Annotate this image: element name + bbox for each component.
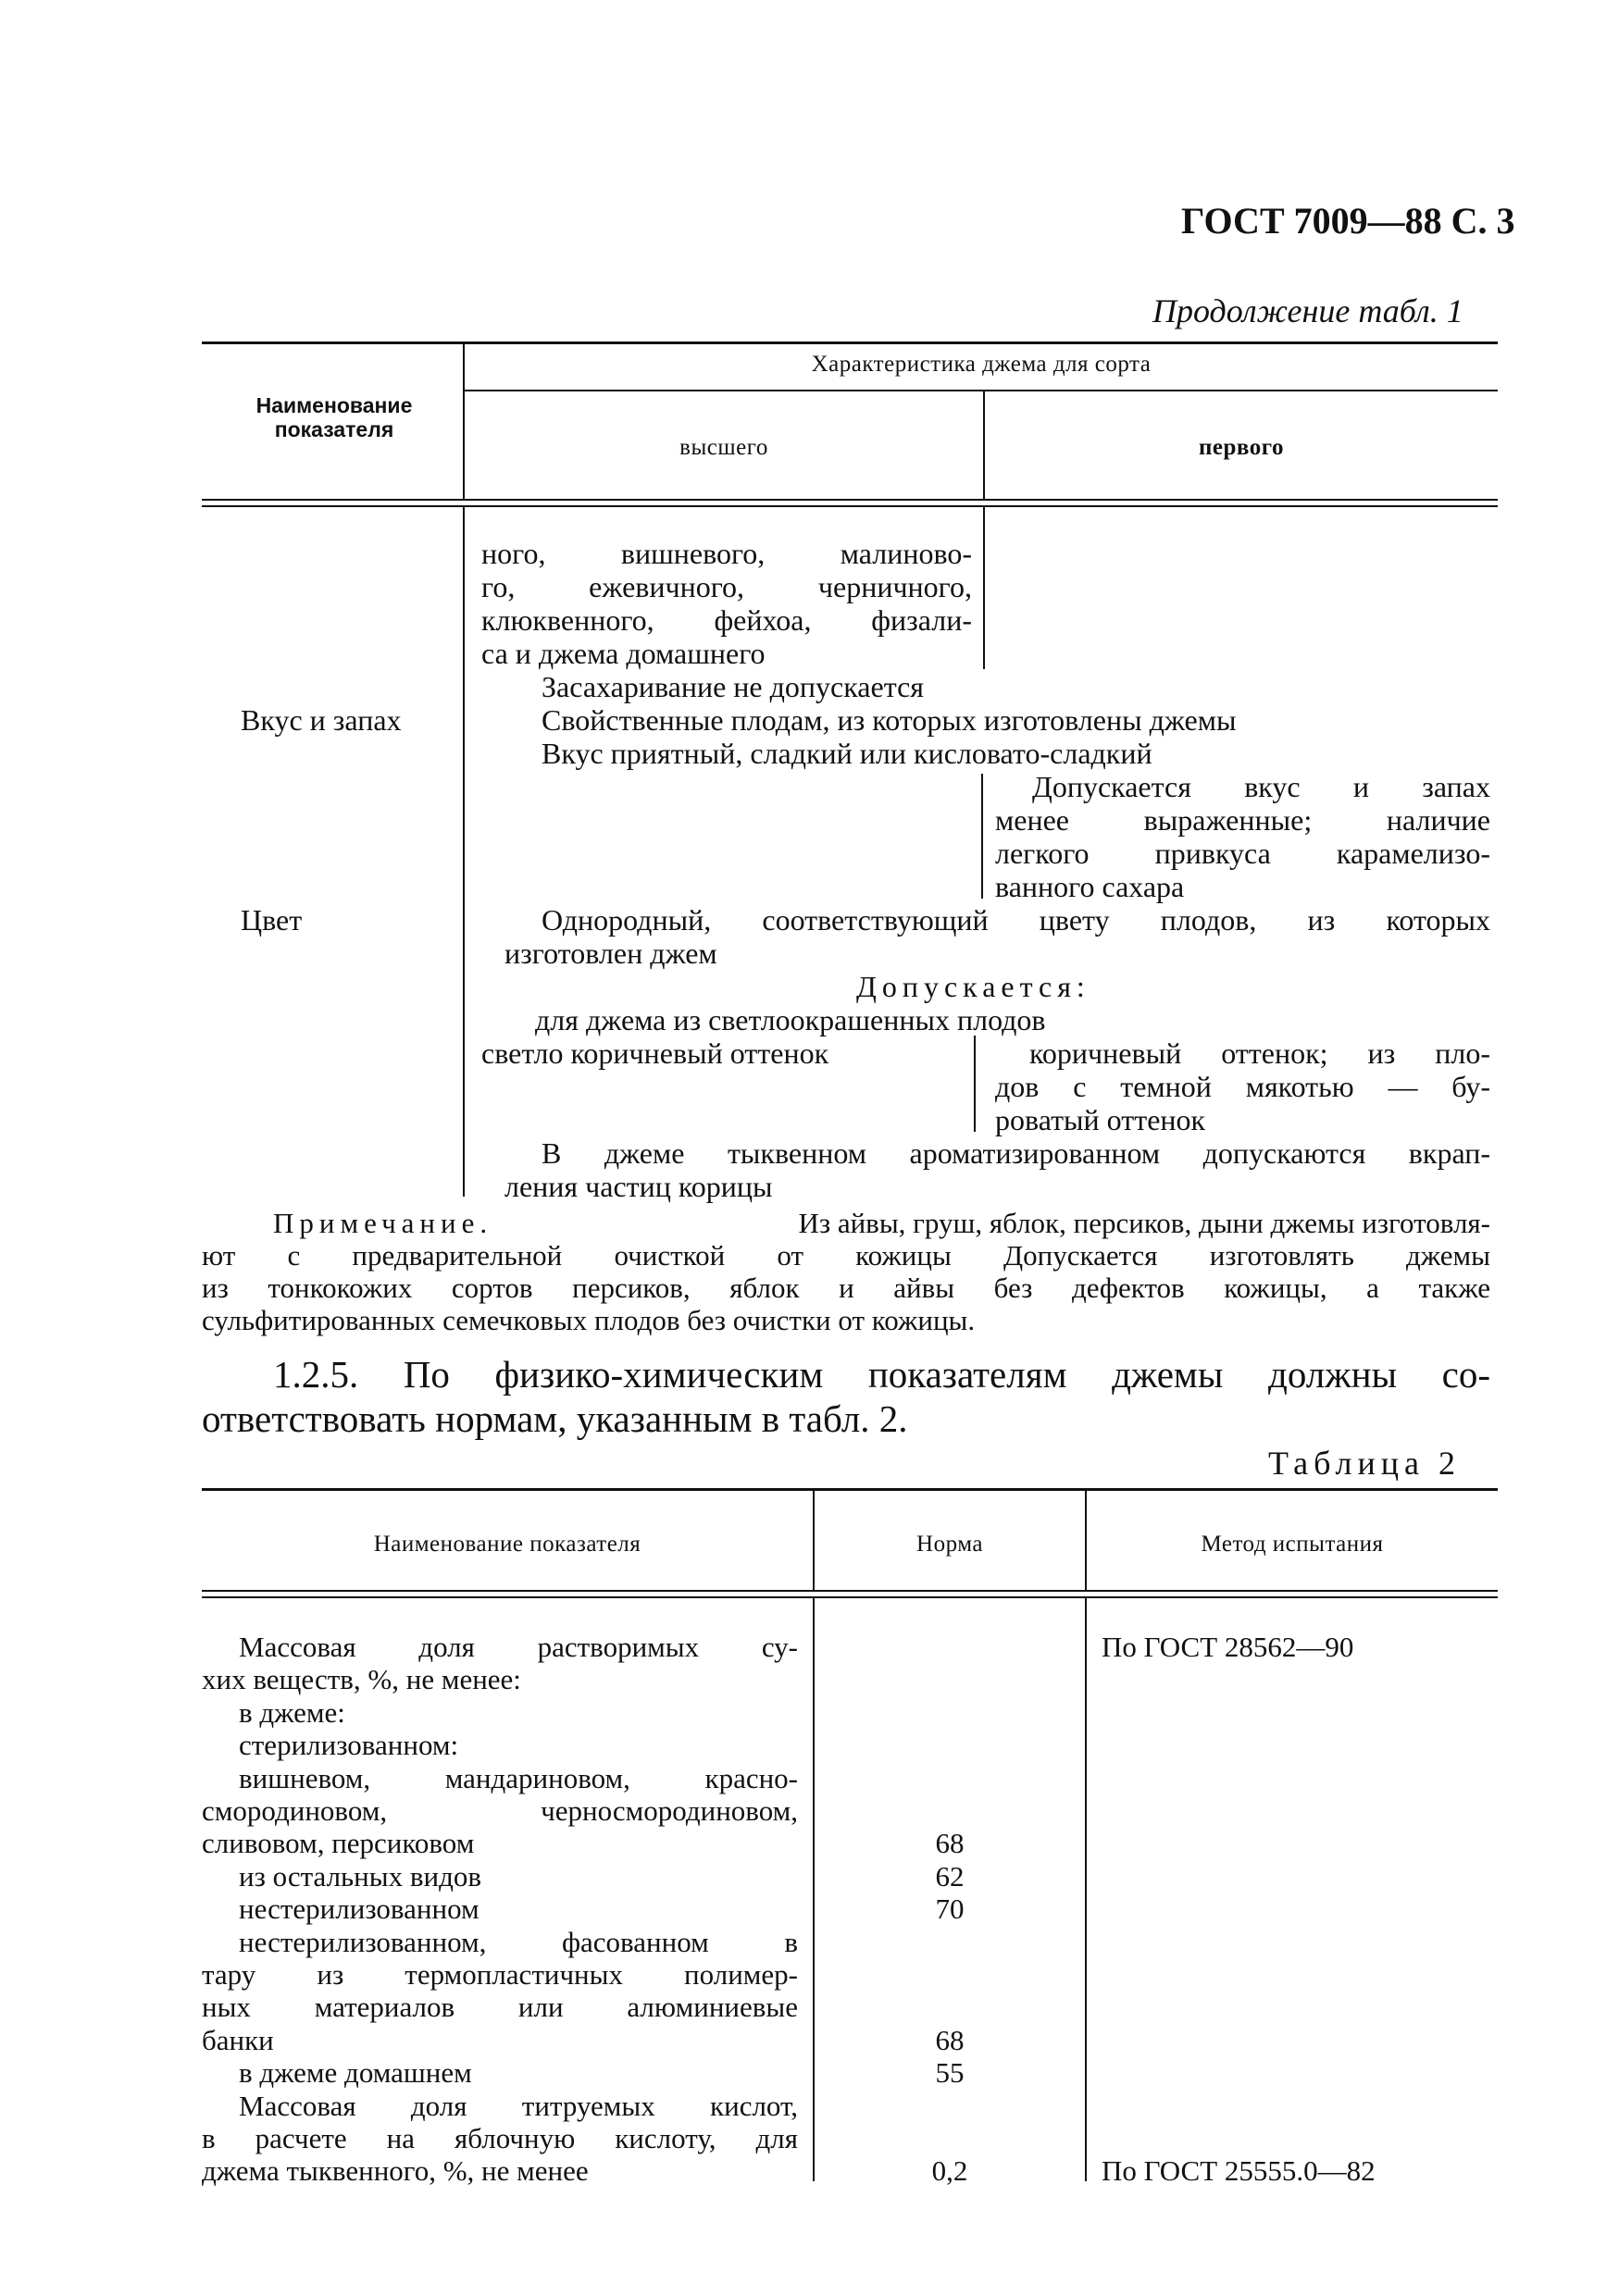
text-line: го, ежевичного, черничного, (481, 570, 972, 603)
indicator-cell: вишневом, мандариновом, красно- (239, 1762, 798, 1794)
norm-cell: 62 (935, 1860, 965, 1893)
indicator-cell: из остальных видов (239, 1860, 481, 1893)
paragraph-line: 1.2.5. По физико-химическим показателям джемы должны со- (273, 1353, 1490, 1396)
sugaring-note: Засахаривание не допускается (542, 670, 924, 703)
pumpkin-line: В джеме тыквенном ароматизированном допускаются вкрап- (542, 1136, 1490, 1170)
text-line: Допускается вкус и запах (1032, 770, 1490, 803)
note-line: из тонкокожих сортов персиков, яблок и айвы без дефектов кожицы, а также (202, 1272, 1490, 1304)
table-continuation-caption: Продолжение табл. 1 (1152, 292, 1463, 329)
table-2-caption: Таблица 2 (1268, 1445, 1461, 1482)
color-line: изготовлен джем (504, 937, 717, 970)
note-line: сульфитированных семечковых плодов без очистки от кожицы. (202, 1304, 976, 1336)
indicator-cell: смородиновом, черносмородиновом, (202, 1794, 798, 1827)
text-line: дов с темной мякотью — бу- (995, 1070, 1490, 1103)
column-header-method: Метод испытания (1201, 1532, 1384, 1557)
text-line: коричневый оттенок; из пло- (1029, 1036, 1490, 1070)
indicator-cell: банки (202, 2024, 274, 2056)
row-label-taste: Вкус и запах (241, 703, 402, 737)
indicator-cell: в джеме домашнем (239, 2056, 472, 2089)
document-number: ГОСТ 7009—88 С. 3 (1181, 200, 1515, 242)
column-header-sort-group: Характеристика джема для сорта (811, 352, 1152, 377)
norm-cell: 55 (935, 2056, 965, 2089)
text-line: ванного сахара (995, 870, 1185, 903)
text-line: са и джема домашнего (481, 637, 766, 670)
norm-cell: 0,2 (931, 2154, 968, 2187)
indicator-cell: в расчете на яблочную кислоту, для (202, 2122, 798, 2154)
text-line: роватый оттенок (995, 1103, 1206, 1136)
column-header-higher: высшего (679, 435, 768, 460)
column-header-name: Наименование показателя (373, 1532, 641, 1557)
indicator-cell: сливовом, персиковом (202, 1827, 475, 1859)
norm-cell: 70 (935, 1893, 965, 1925)
note-first-line (273, 1208, 1490, 1239)
taste-pleasant: Вкус приятный, сладкий или кисловато-сладкий (542, 737, 1152, 770)
indicator-cell: Массовая доля растворимых су- (239, 1631, 798, 1663)
text-line: легкого привкуса карамелизо- (995, 837, 1490, 870)
higher-shade: светло коричневый оттенок (481, 1036, 829, 1070)
color-line: Однородный, соответствующий цвету плодов, из которых (542, 903, 1490, 937)
text-line: менее выраженные; наличие (995, 803, 1490, 837)
indicator-cell: хих веществ, %, не менее: (202, 1663, 521, 1695)
allowed-heading: Допускается: (856, 970, 1090, 1003)
column-header-indicator: Наименование показателя (255, 393, 413, 441)
indicator-cell: джема тыквенного, %, не менее (202, 2154, 589, 2187)
indicator-cell: в джеме: (239, 1696, 345, 1729)
norm-cell: 68 (935, 2024, 965, 2056)
note-line: ют с предварительной очисткой от кожицы Допускается изготовлять джемы (202, 1239, 1490, 1272)
note-label: Примечание. (273, 1207, 493, 1239)
text-line: ного, вишневого, малиново- (481, 537, 972, 570)
pumpkin-line: ления частиц корицы (504, 1170, 773, 1203)
indicator-cell: тару из термопластичных полимер- (202, 1958, 798, 1991)
indicator-cell: Массовая доля титруемых кислот, (239, 2090, 798, 2122)
method-cell: По ГОСТ 28562—90 (1102, 1631, 1354, 1663)
row-label-color: Цвет (241, 903, 303, 937)
text-line: клюквенного, фейхоа, физали- (481, 603, 972, 637)
light-fruits-line: для джема из светлоокрашенных плодов (535, 1003, 1046, 1036)
paragraph-line: ответствовать нормам, указанным в табл. 2. (202, 1397, 908, 1440)
note-text: Из айвы, груш, яблок, персиков, дыни джемы изготовля- (798, 1207, 1490, 1239)
indicator-cell: ных материалов или алюминиевые (202, 1991, 798, 2023)
column-header-norm: Норма (916, 1532, 983, 1557)
method-cell: По ГОСТ 25555.0—82 (1102, 2154, 1376, 2187)
indicator-cell: стерилизованном: (239, 1729, 459, 1761)
indicator-cell: нестерилизованном, фасованном в (239, 1926, 798, 1958)
norm-cell: 68 (935, 1827, 965, 1859)
taste-common: Свойственные плодам, из которых изготовлены джемы (542, 703, 1237, 737)
column-header-first: первого (1199, 435, 1284, 460)
indicator-cell: нестерилизованном (239, 1893, 479, 1925)
